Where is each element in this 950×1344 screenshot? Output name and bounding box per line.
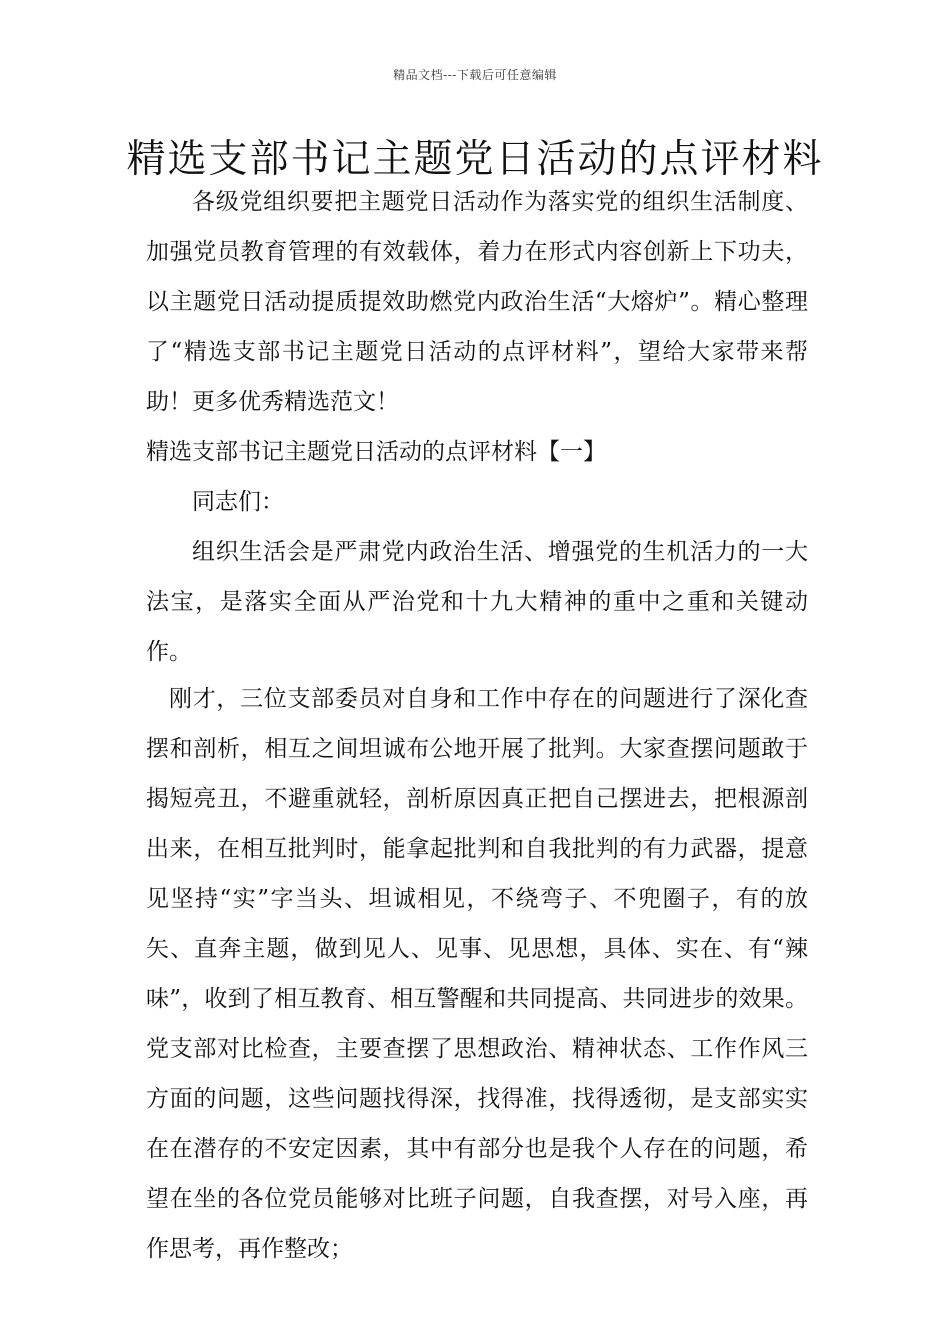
- section-heading: 精选支部书记主题党日活动的点评材料【一】: [146, 439, 606, 465]
- salutation: 同志们：: [192, 489, 284, 515]
- paragraph-1: 组织生活会是严肃党内政治生活、增强党的生机活力的一大法宝，是落实全面从严治党和十九大精神的重中之重和关键动作。: [146, 539, 808, 665]
- document-title: 精选支部书记主题党日活动的点评材料: [126, 137, 824, 182]
- paragraph-2: 刚才，三位支部委员对自身和工作中存在的问题进行了深化查摆和剖析，相互之间坦诚布公地开展了批判。大家查摆问题敢于揭短亮丑，不避重就轻，剖析原因真正把自己摆进去，把根源剖出来，在相互批判时，能拿起批判和自我批判的有力武器，提意见坚持“实”字当头、坦诚相见，不绕弯子、不兜圈子，有的放矢、直奔主题，做到见人、见事、见思想，具体、实在、有“辣味”，收到了相互教育、相互警醒和共同提高、共同进步的效果。党支部对比检查，主要查摆了思想政治、精神状态、工作作风三方面的问题，这些问题找得深，找得准，找得透彻，是支部实实在在潜存的不安定因素，其中有部分也是我个人存在的问题，希望在坐的各位党员能够对比班子问题，自我查摆，对号入座，再作思考，再作整改；: [146, 686, 808, 1262]
- header-note: 精品文档---下载后可任意编辑: [393, 68, 557, 82]
- intro-paragraph: 各级党组织要把主题党日活动作为落实党的组织生活制度、加强党员教育管理的有效载体，着力在形式内容创新上下功夫，以主题党日活动提质提效助燃党内政治生活“大熔炉”。精心整理了“精选支部书记主题党日活动的点评材料”，望给大家带来帮助！更多优秀精选范文！: [146, 189, 808, 415]
